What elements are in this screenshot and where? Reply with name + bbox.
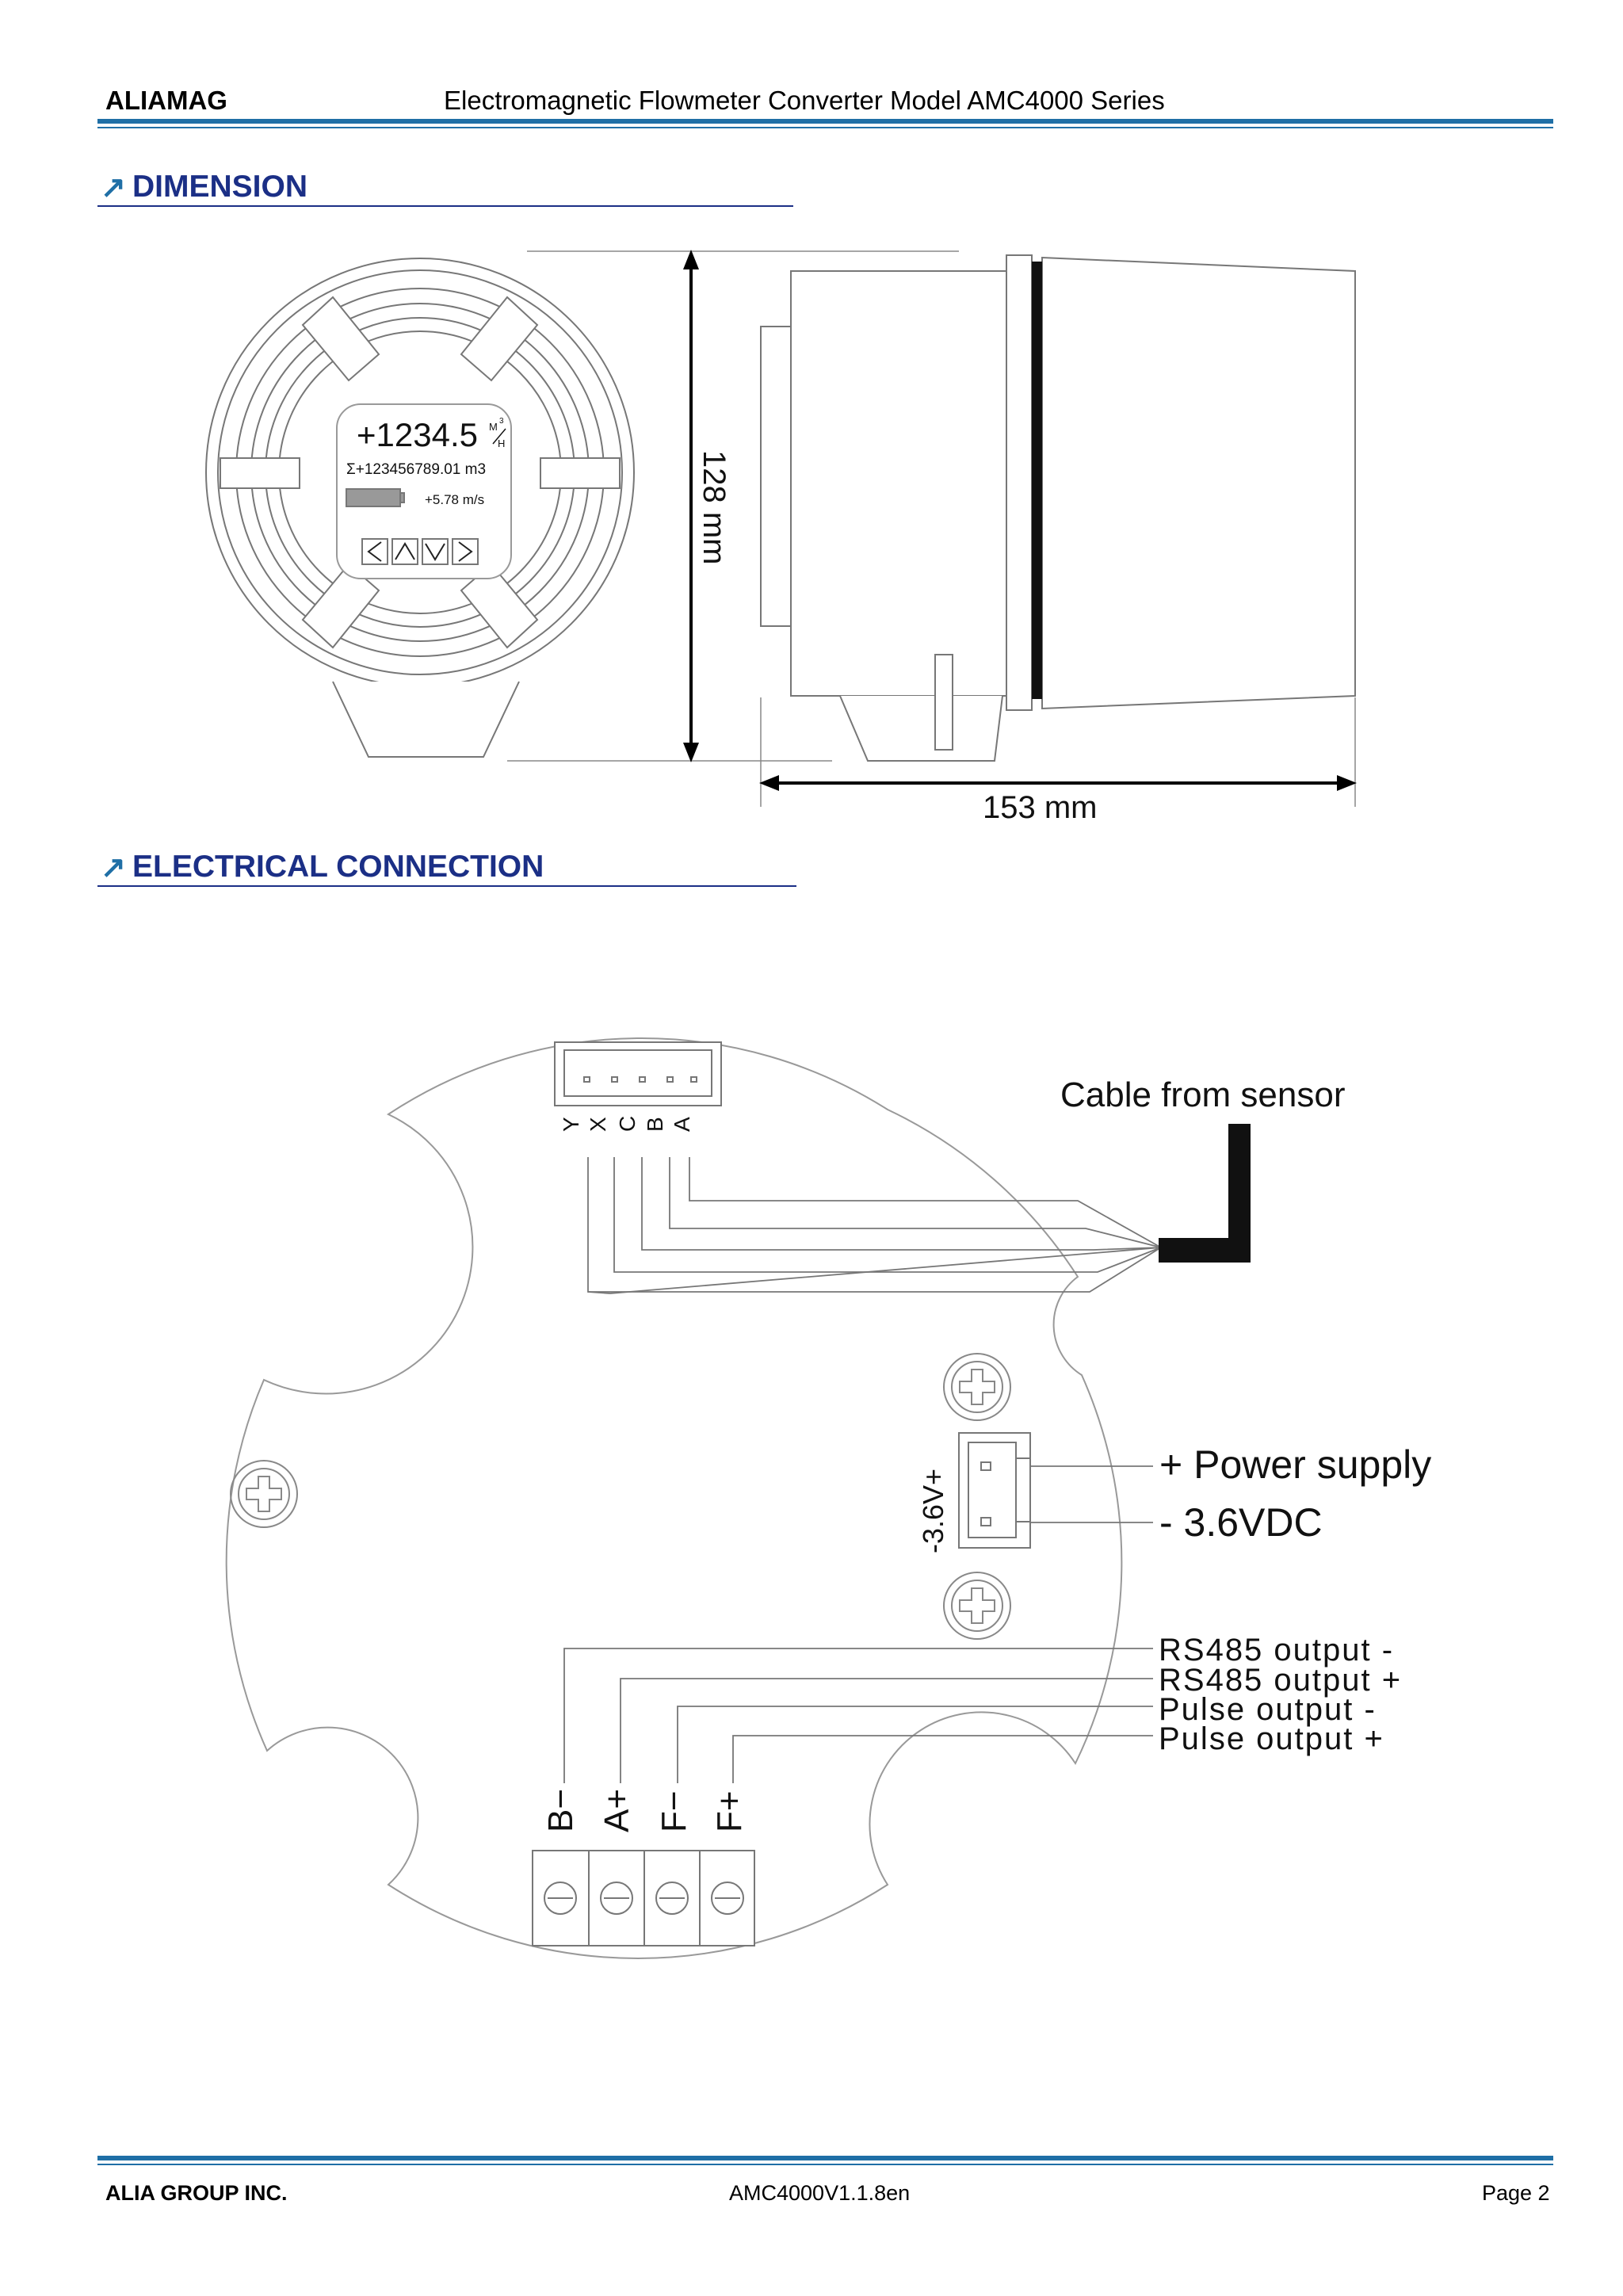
header-title: Electromagnetic Flowmeter Converter Model AMC4000 Series [444,86,1165,115]
display-unit-top: M [489,421,498,433]
screw-icon [231,1461,297,1527]
power-label-1: + Power supply [1159,1442,1432,1487]
battery-connector [959,1433,1030,1548]
footer-rule [97,2156,1553,2160]
side-gasket [1032,262,1042,699]
footer-rule-thin [97,2164,1553,2165]
section-arrow-icon: ↗ [101,851,126,884]
header-rule-thin [97,127,1553,128]
sensor-connector [555,1042,721,1106]
pin-x: X [586,1117,610,1132]
terminal-label-b-minus: B− [541,1788,580,1832]
footer-doc-code: AMC4000V1.1.8en [729,2181,911,2205]
pin-c: C [615,1115,640,1132]
dimension-drawing [0,222,1623,840]
output-wires [564,1648,1153,1783]
display-main: +1234.5 [357,416,478,453]
section-title-dimension: DIMENSION [132,170,308,204]
wiring-diagram [0,1014,1623,1981]
footer-page: Page 2 [1482,2181,1550,2205]
pin-a: A [670,1117,694,1132]
battery-label: -3.6V+ [917,1468,949,1553]
display-total: Σ+123456789.01 m3 [346,461,487,478]
screw-icon [944,1354,1010,1420]
header-rule [97,119,1553,124]
footer-company: ALIA GROUP INC. [105,2181,288,2205]
section-title-electrical: ELECTRICAL CONNECTION [132,850,544,884]
output-label: RS485 output - [1159,1633,1395,1668]
power-label-2: - 3.6VDC [1159,1500,1323,1545]
terminal-block [533,1851,754,1946]
display-unit-bottom: H [498,437,506,449]
screw-icon [944,1572,1010,1639]
terminal-label-a-plus: A+ [598,1788,636,1832]
terminal-label-f-minus: F− [655,1790,693,1832]
pin-b: B [643,1117,667,1132]
display-unit-sup: 3 [499,417,504,426]
header-brand: ALIAMAG [105,86,227,115]
pin-y: Y [559,1117,583,1132]
output-label: Pulse output - [1159,1692,1377,1727]
terminal-label-f-plus: F+ [710,1790,749,1832]
section-underline [97,205,793,207]
output-label: RS485 output + [1159,1663,1403,1698]
side-back-plate [761,327,791,626]
output-label: Pulse output + [1159,1721,1384,1756]
cable-label: Cable from sensor [1060,1075,1346,1114]
width-label: 153 mm [983,790,1098,825]
section-arrow-icon: ↗ [101,171,126,204]
height-label: 128 mm [697,450,731,565]
section-underline [97,885,796,887]
display-velocity: +5.78 m/s [425,492,485,507]
sensor-cable [1159,1124,1251,1263]
